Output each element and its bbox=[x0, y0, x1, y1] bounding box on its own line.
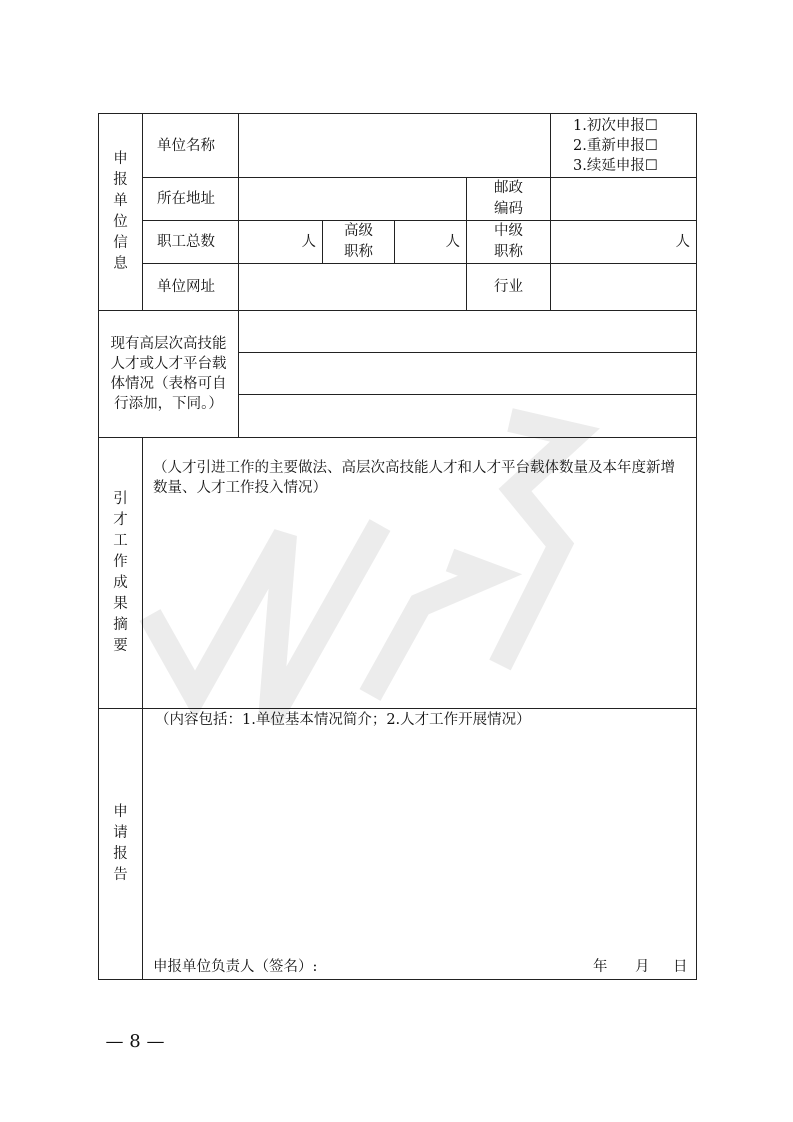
option-re-declaration[interactable]: 2.重新申报☐ bbox=[573, 137, 658, 154]
signature-row bbox=[153, 957, 686, 979]
application-form-table bbox=[98, 113, 697, 980]
page-number: — 8 — bbox=[105, 1031, 165, 1052]
talent-section-label: 现有高层次高技能人才或人才平台载体情况（表格可自行添加，下同。） bbox=[99, 311, 239, 438]
report-section-label: 申请报告 bbox=[99, 709, 143, 980]
option-first-declaration[interactable]: 1.初次申报☐ bbox=[573, 117, 658, 134]
section-info-label: 申报单位信息 bbox=[99, 114, 143, 311]
summary-hint: （人才引进工作的主要做法、高层次高技能人才和人才平台载体数量及本年度新增数量、人才工作投入情况） bbox=[153, 460, 675, 496]
address-label: 所在地址 bbox=[143, 178, 239, 221]
signature-label: 申报单位负责人（签名）: bbox=[153, 959, 318, 975]
date-year-label: 年 bbox=[593, 959, 608, 975]
talent-entry-row[interactable] bbox=[239, 353, 696, 395]
postcode-label: 邮政编码 bbox=[467, 178, 551, 221]
talent-entries bbox=[239, 311, 697, 438]
website-label: 单位网址 bbox=[143, 264, 239, 311]
senior-title-field[interactable]: 人 bbox=[395, 221, 467, 264]
postcode-field[interactable] bbox=[551, 178, 697, 221]
address-field[interactable] bbox=[239, 178, 467, 221]
staff-total-label: 职工总数 bbox=[143, 221, 239, 264]
unit-name-field[interactable] bbox=[239, 114, 551, 178]
senior-title-label: 高级职称 bbox=[323, 221, 395, 264]
date-month-label: 月 bbox=[635, 959, 650, 975]
summary-field[interactable] bbox=[143, 438, 697, 709]
option-extension-declaration[interactable]: 3.续延申报☐ bbox=[573, 157, 658, 174]
declaration-type-options[interactable] bbox=[551, 114, 697, 178]
date-day-label: 日 bbox=[673, 959, 688, 975]
talent-entry-row[interactable] bbox=[239, 395, 696, 437]
website-field[interactable] bbox=[239, 264, 467, 311]
report-hint: （内容包括：1.单位基本情况简介；2.人才工作开展情况） bbox=[155, 712, 531, 728]
mid-title-field[interactable]: 人 bbox=[551, 221, 697, 264]
industry-field[interactable] bbox=[551, 264, 697, 311]
staff-total-field[interactable]: 人 bbox=[239, 221, 323, 264]
report-field[interactable] bbox=[143, 709, 697, 980]
talent-entry-row[interactable] bbox=[239, 311, 696, 353]
industry-label: 行业 bbox=[467, 264, 551, 311]
unit-name-label: 单位名称 bbox=[143, 114, 239, 178]
mid-title-label: 中级职称 bbox=[467, 221, 551, 264]
summary-section-label: 引才工作成果摘要 bbox=[99, 438, 143, 709]
